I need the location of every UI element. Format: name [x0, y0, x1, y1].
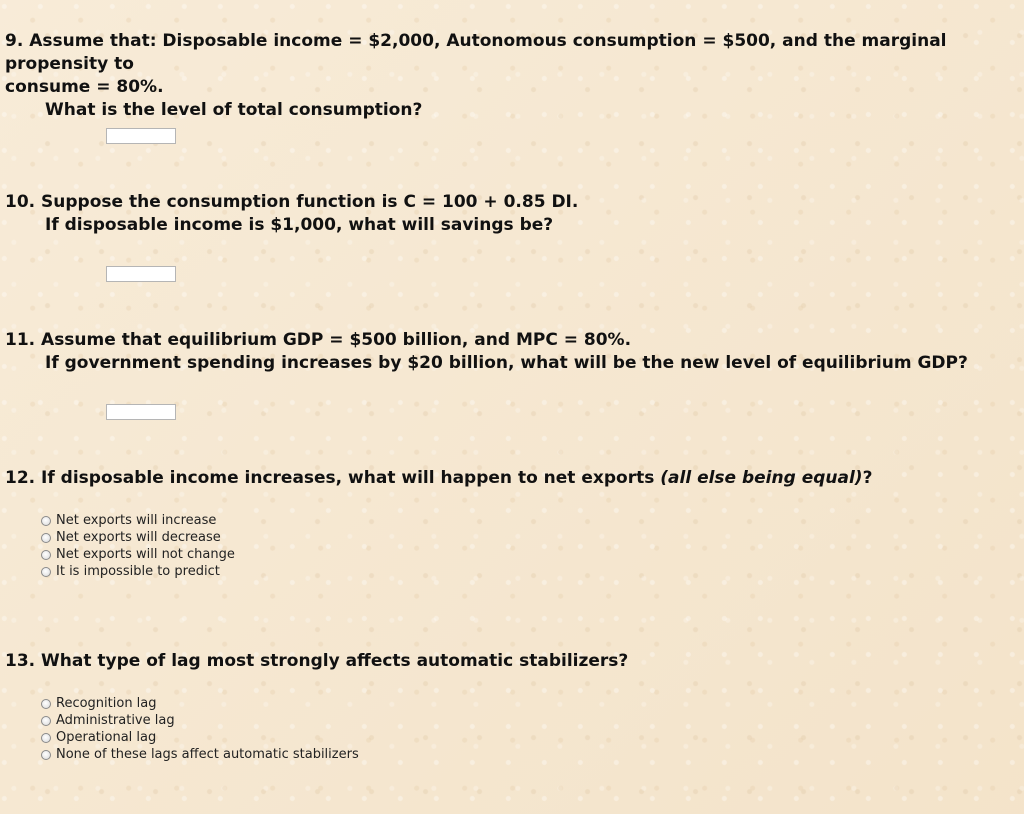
option-label: None of these lags affect automatic stabilizers — [56, 747, 359, 762]
question-10-subquestion: If disposable income is $1,000, what will savings be? — [45, 215, 554, 235]
question-12-text-main: 12. If disposable income increases, what will happen to net exports — [5, 468, 661, 488]
option-label: It is impossible to predict — [56, 564, 220, 579]
question-9 — [5, 30, 1005, 122]
question-12-text-italic: (all else being equal) — [660, 468, 863, 488]
radio-button[interactable] — [41, 516, 51, 526]
question-12-text — [5, 467, 1005, 490]
radio-button[interactable] — [41, 716, 51, 726]
question-12-options — [41, 512, 235, 580]
question-11-subquestion: If government spending increases by $20 billion, what will be the new level of equilibrium GDP? — [45, 353, 968, 373]
option-label: Net exports will increase — [56, 513, 217, 528]
question-10 — [5, 191, 1005, 237]
radio-button[interactable] — [41, 550, 51, 560]
question-13-option[interactable] — [41, 695, 359, 712]
radio-button[interactable] — [41, 733, 51, 743]
question-11 — [5, 329, 1005, 375]
question-9-subquestion: What is the level of total consumption? — [45, 100, 423, 120]
option-label: Recognition lag — [56, 696, 157, 711]
option-label: Net exports will decrease — [56, 530, 221, 545]
question-13-text: 13. What type of lag most strongly affects automatic stabilizers? — [5, 651, 629, 671]
option-label: Net exports will not change — [56, 547, 235, 562]
radio-button[interactable] — [41, 699, 51, 709]
question-12-option[interactable] — [41, 563, 235, 580]
radio-button[interactable] — [41, 533, 51, 543]
question-12 — [5, 467, 1005, 490]
question-11-answer-input[interactable] — [106, 404, 176, 420]
question-12-option[interactable] — [41, 512, 235, 529]
question-12-text-end: ? — [862, 468, 873, 488]
radio-button[interactable] — [41, 567, 51, 577]
radio-button[interactable] — [41, 750, 51, 760]
question-12-option[interactable] — [41, 529, 235, 546]
question-13-option[interactable] — [41, 712, 359, 729]
question-10-answer-input[interactable] — [106, 266, 176, 282]
question-9-text-line2: consume = 80%. — [5, 77, 164, 97]
question-9-text-line1: 9. Assume that: Disposable income = $2,000, Autonomous consumption = $500, and the marginal propensity to — [5, 31, 947, 74]
option-label: Administrative lag — [56, 713, 175, 728]
question-13-option[interactable] — [41, 746, 359, 763]
question-13-options — [41, 695, 359, 763]
question-12-option[interactable] — [41, 546, 235, 563]
option-label: Operational lag — [56, 730, 157, 745]
question-13-option[interactable] — [41, 729, 359, 746]
question-10-text: 10. Suppose the consumption function is C = 100 + 0.85 DI. — [5, 192, 579, 212]
question-11-text: 11. Assume that equilibrium GDP = $500 billion, and MPC = 80%. — [5, 330, 632, 350]
question-9-answer-input[interactable] — [106, 128, 176, 144]
question-13 — [5, 650, 1005, 673]
